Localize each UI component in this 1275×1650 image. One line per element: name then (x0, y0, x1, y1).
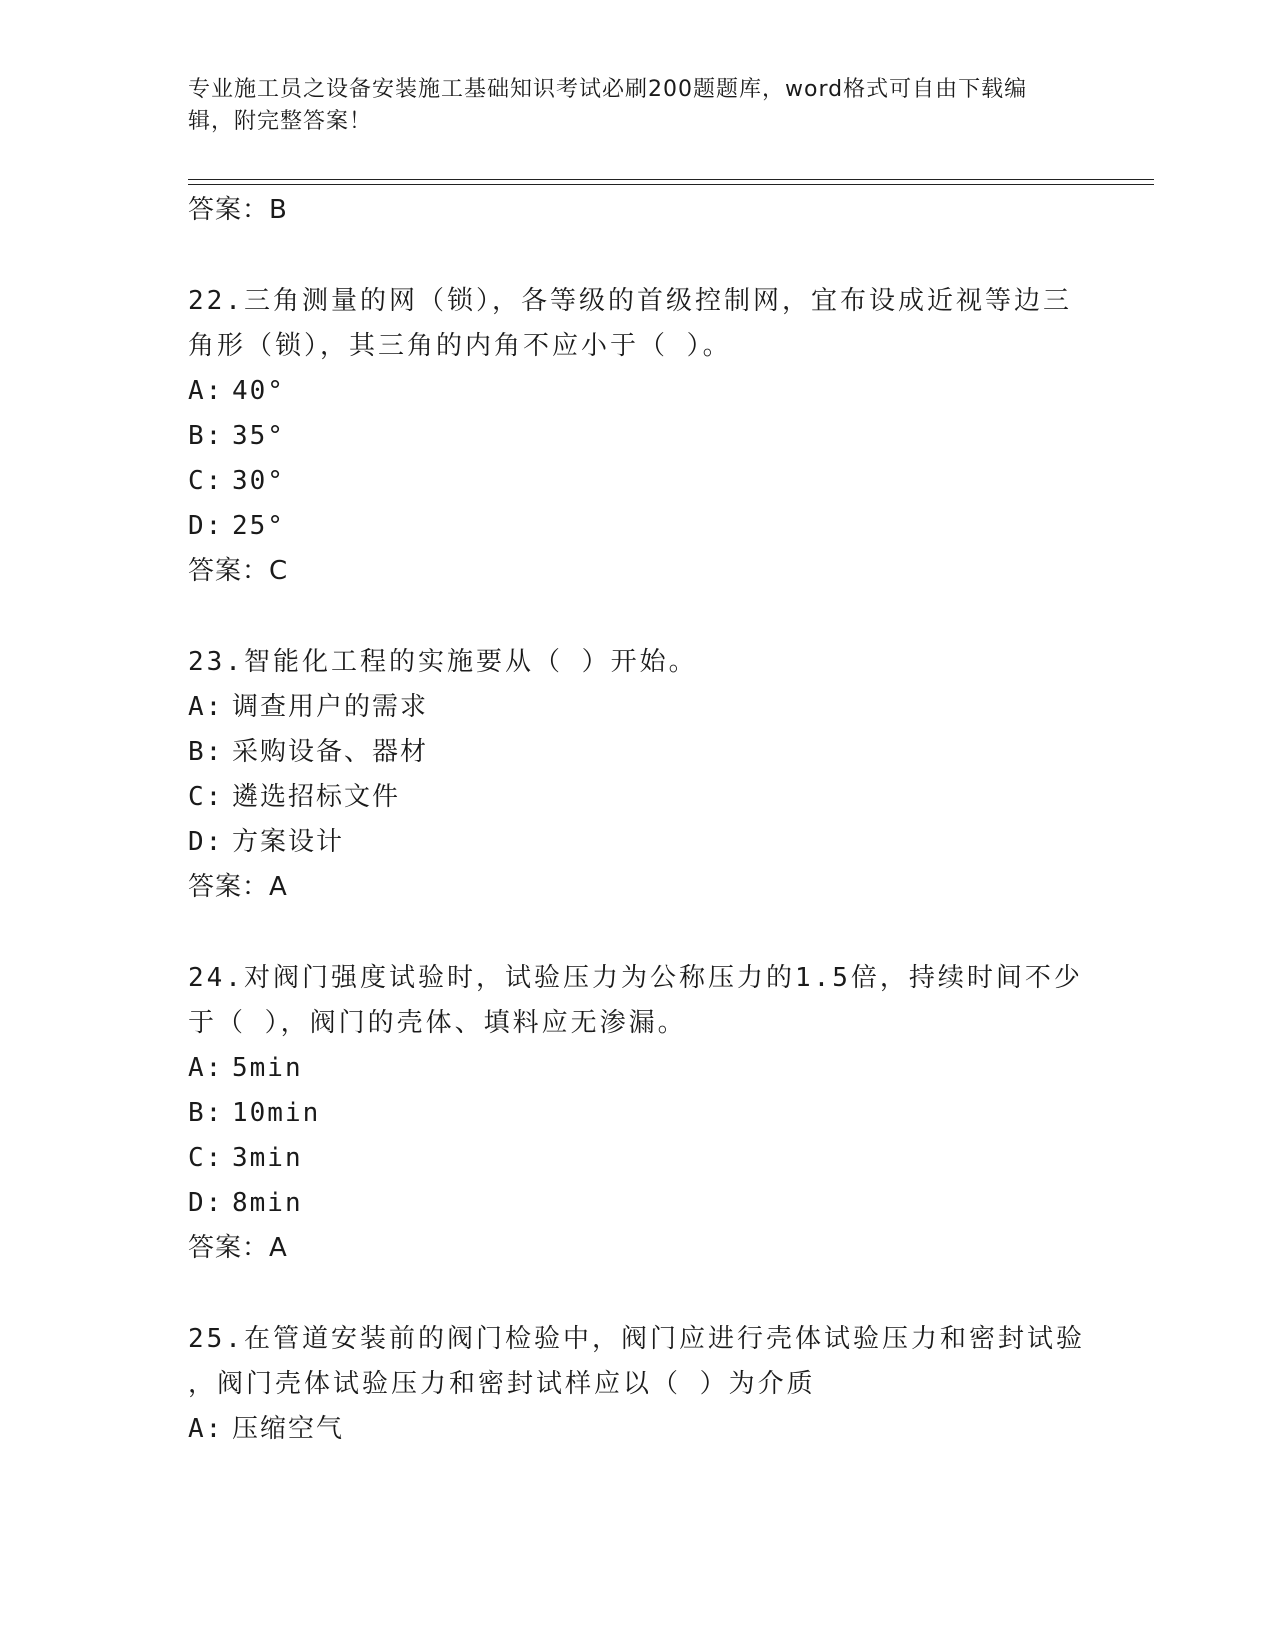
answer-value: B (269, 195, 288, 225)
question-text (188, 956, 1088, 1001)
question-24 (188, 956, 1088, 1271)
answer-line (188, 188, 1088, 233)
question-line: 智能化工程的实施要从（ ）开始。 (243, 647, 698, 677)
answer-line (188, 549, 1088, 594)
option-b (188, 414, 1088, 459)
question-list (188, 188, 1088, 1452)
option-text: 压缩空气 (232, 1414, 345, 1444)
option-b (188, 1091, 1088, 1136)
option-text: 遴选招标文件 (232, 782, 401, 812)
answer-value: A (269, 1233, 288, 1263)
option-d (188, 820, 1088, 865)
question-text-continued: ，阀门壳体试验压力和密封试样应以（ ）为介质 (188, 1369, 816, 1399)
option-text: 8min (232, 1188, 303, 1218)
option-label: C: (188, 782, 224, 812)
question-23 (188, 640, 1088, 910)
option-text: 3min (232, 1143, 303, 1173)
answer-value: C (269, 556, 289, 586)
header-divider-bottom (188, 184, 1154, 185)
question-number: 23. (188, 647, 244, 677)
option-b (188, 730, 1088, 775)
option-c (188, 1136, 1088, 1181)
question-text (188, 279, 1088, 324)
option-text: 调查用户的需求 (232, 692, 429, 722)
option-label: A: (188, 1414, 224, 1444)
option-label: B: (188, 421, 224, 451)
option-text: 35° (232, 421, 285, 451)
option-a (188, 1407, 1088, 1452)
question-number: 22. (188, 286, 244, 316)
question-22 (188, 279, 1088, 594)
option-text: 5min (232, 1053, 303, 1083)
answer-prefix: 答案： (188, 556, 270, 586)
header-divider-top (188, 179, 1154, 180)
question-line: 三角测量的网（锁），各等级的首级控制网，宜布设成近视等边三 (243, 286, 1072, 316)
question-text (188, 640, 1088, 685)
answer-prefix: 答案： (188, 195, 270, 225)
option-label: A: (188, 376, 224, 406)
answer-prefix: 答案： (188, 1233, 270, 1263)
question-text-continued: 于（ ），阀门的壳体、填料应无渗漏。 (188, 1008, 687, 1038)
option-label: D: (188, 1188, 224, 1218)
option-text: 10min (232, 1098, 321, 1128)
answer-value: A (269, 872, 288, 902)
option-a (188, 369, 1088, 414)
answer-line (188, 865, 1088, 910)
question-line: 在管道安装前的阀门检验中，阀门应进行壳体试验压力和密封试验 (243, 1324, 1085, 1354)
option-a (188, 1046, 1088, 1091)
question-line: 对阀门强度试验时，试验压力为公称压力的1.5倍，持续时间不少 (243, 963, 1083, 993)
page-header-title: 专业施工员之设备安装施工基础知识考试必刷200题题库，word格式可自由下载编辑，附完整答案！ (188, 77, 1028, 134)
option-d (188, 504, 1088, 549)
option-label: D: (188, 827, 224, 857)
answer-line (188, 1226, 1088, 1271)
option-c (188, 459, 1088, 504)
option-label: B: (188, 737, 224, 767)
question-number: 25. (188, 1324, 244, 1354)
option-label: A: (188, 1053, 224, 1083)
option-text: 40° (232, 376, 285, 406)
option-label: C: (188, 466, 224, 496)
option-label: C: (188, 1143, 224, 1173)
option-text: 方案设计 (232, 827, 345, 857)
option-a (188, 685, 1088, 730)
option-text: 30° (232, 466, 285, 496)
option-d (188, 1181, 1088, 1226)
option-c (188, 775, 1088, 820)
question-text-continued: 角形（锁），其三角的内角不应小于（ ）。 (188, 331, 732, 361)
option-label: B: (188, 1098, 224, 1128)
option-text: 采购设备、器材 (232, 737, 429, 767)
option-text: 25° (232, 511, 285, 541)
question-number: 24. (188, 963, 244, 993)
question-text (188, 1317, 1088, 1362)
question-25 (188, 1317, 1088, 1452)
option-label: D: (188, 511, 224, 541)
option-label: A: (188, 692, 224, 722)
answer-prefix: 答案： (188, 872, 270, 902)
